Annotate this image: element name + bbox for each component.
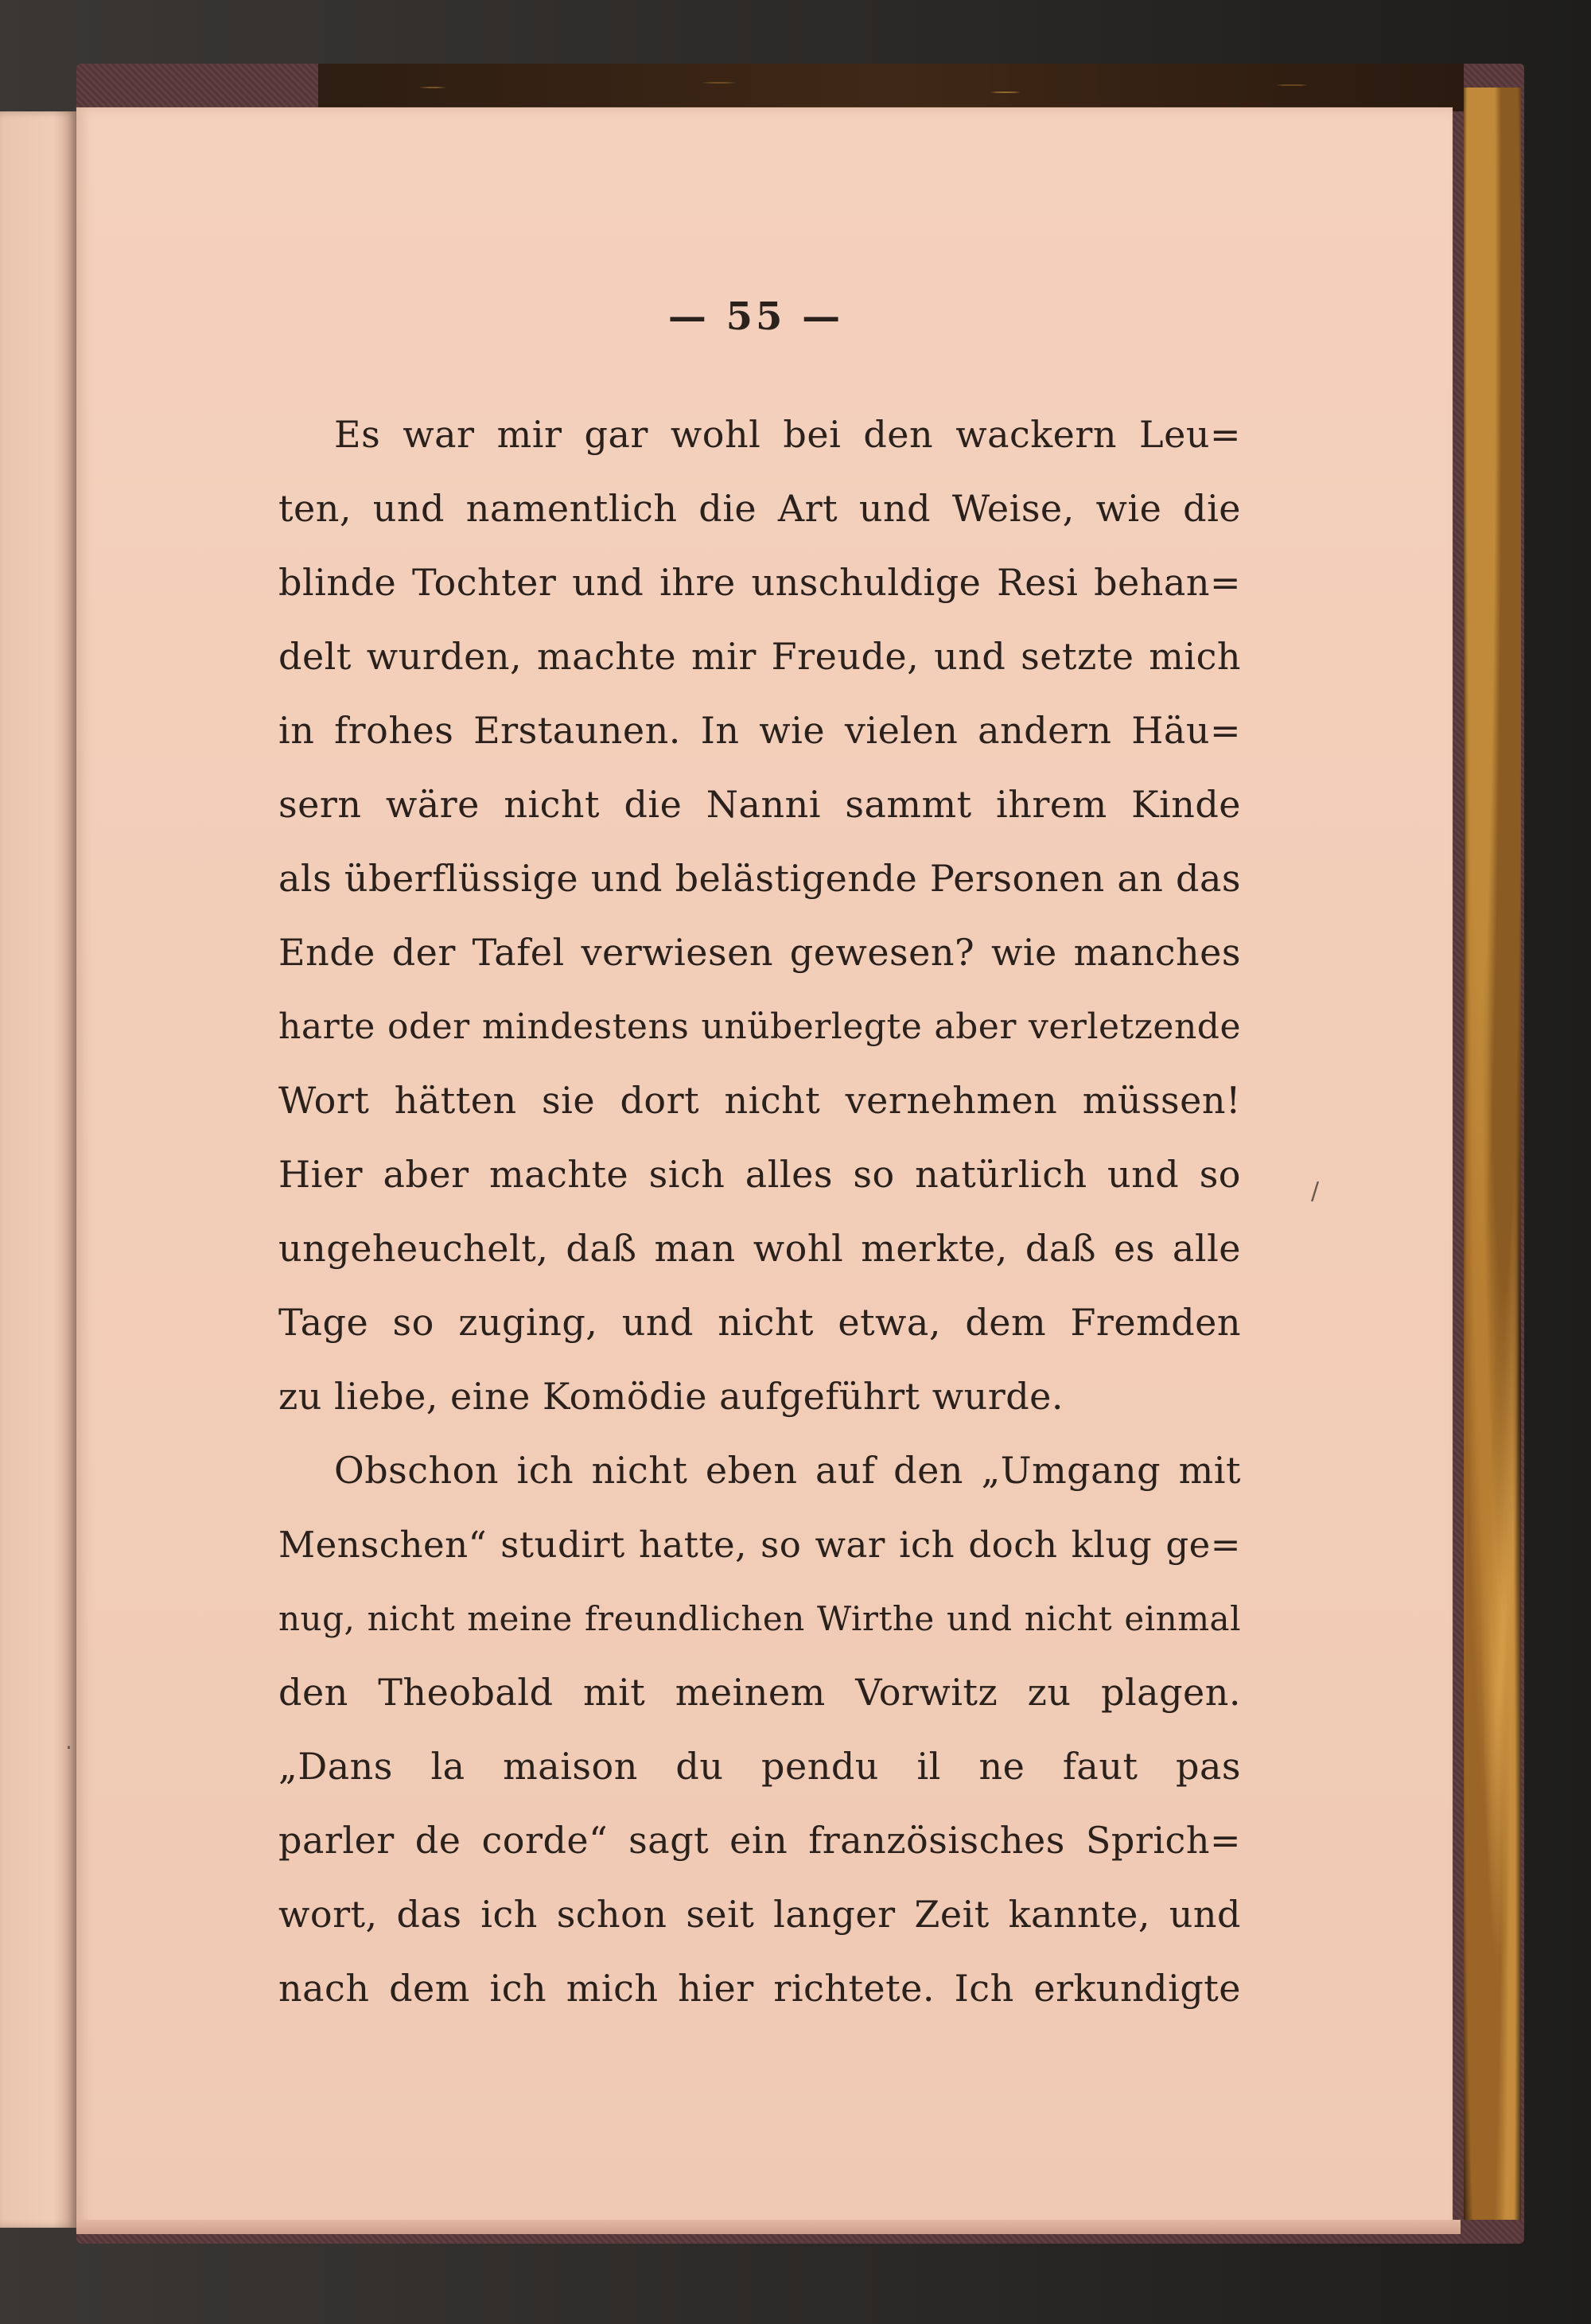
text-line: wort, das ich schon seit langer Zeit kannte, und: [278, 1893, 1241, 1936]
text-line: den Theobald mit meinem Vorwitz zu plagen.: [278, 1671, 1241, 1714]
text-line: Wort hätten sie dort nicht vernehmen müssen!: [278, 1079, 1241, 1122]
margin-mark: ·: [65, 1734, 72, 1761]
text-line: ten, und namentlich die Art und Weise, wie die: [278, 487, 1241, 530]
text-line: parler de corde“ sagt ein französisches Sprich=: [278, 1819, 1241, 1862]
text-line: ungeheuchelt, daß man wohl merkte, daß es alle: [278, 1227, 1241, 1270]
marbled-edge-top: [318, 64, 1464, 111]
text-line: Hier aber machte sich alles so natürlich und so: [278, 1153, 1241, 1196]
text-line: Es war mir gar wohl bei den wackern Leu=: [334, 413, 1241, 456]
pencil-mark: /: [1311, 1178, 1320, 1205]
page-number: — 55 —: [667, 294, 844, 339]
page-bottom-edge: [76, 2220, 1461, 2234]
text-line: in frohes Erstaunen. In wie vielen andern Häu=: [278, 709, 1241, 752]
text-line: blinde Tochter und ihre unschuldige Resi behan=: [278, 561, 1241, 604]
text-line: Menschen“ studirt hatte, so war ich doch klug ge=: [278, 1524, 1241, 1566]
text-line: harte oder mindestens unüberlegte aber verletzende: [278, 1006, 1241, 1047]
text-line: nug, nicht meine freundlichen Wirthe und nicht einmal: [278, 1599, 1241, 1638]
text-line: nach dem ich mich hier richtete. Ich erkundigte: [278, 1967, 1241, 2010]
text-line: delt wurden, machte mir Freude, und setzte mich: [278, 635, 1241, 678]
text-line: als überflüssige und belästigende Personen an das: [278, 857, 1241, 900]
text-line: Obschon ich nicht eben auf den „Umgang mit: [334, 1449, 1241, 1492]
text-line: sern wäre nicht die Nanni sammt ihrem Kinde: [278, 783, 1241, 826]
text-line: Ende der Tafel verwiesen gewesen? wie manches: [278, 931, 1241, 974]
left-page-edge: [0, 111, 76, 2228]
text-line: Tage so zuging, und nicht etwa, dem Fremden: [278, 1301, 1241, 1344]
text-line: zu liebe, eine Komödie aufgeführt wurde.: [278, 1375, 1064, 1418]
text-line: „Dans la maison du pendu il ne faut pas: [278, 1745, 1241, 1788]
page-body-text: [278, 398, 1241, 2026]
marbled-edge-right: [1464, 88, 1521, 2220]
